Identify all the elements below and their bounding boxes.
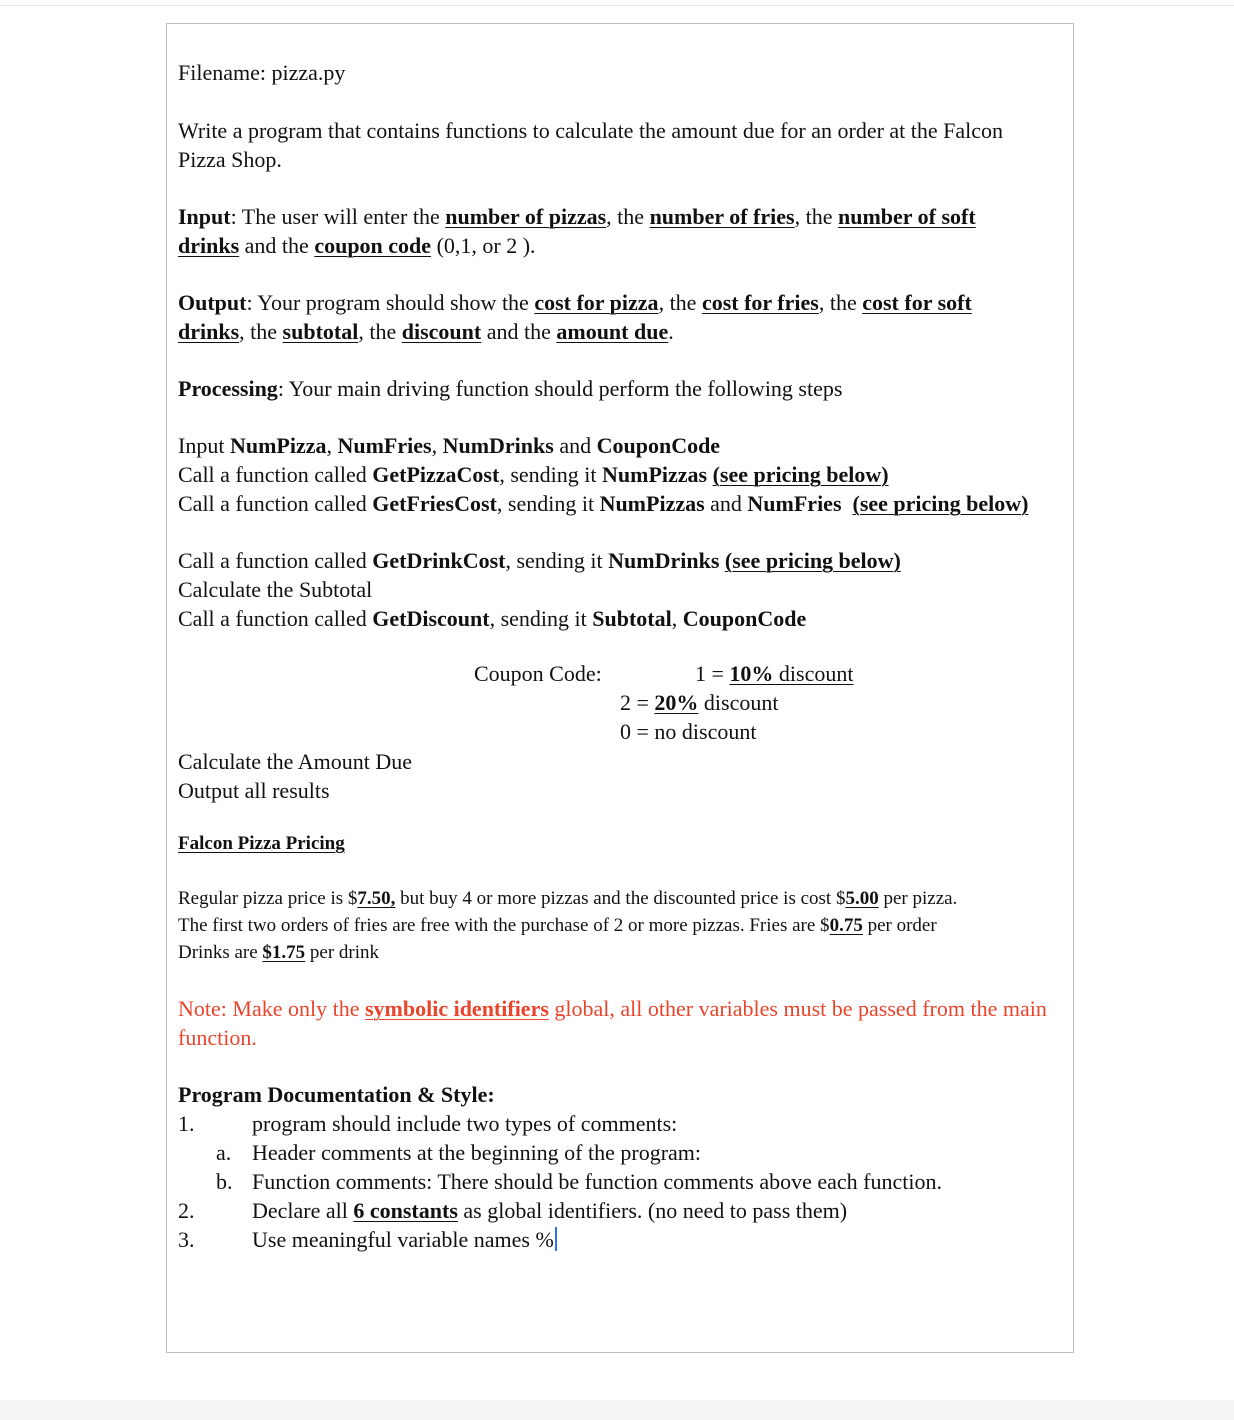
see-pricing-link: (see pricing below) <box>724 548 901 573</box>
symbolic-identifiers: symbolic identifiers <box>364 996 549 1021</box>
text: Call a function called <box>178 491 373 516</box>
text: Call a function called <box>178 606 373 631</box>
text: but buy 4 or more pizzas and the discounted price is cost $ <box>395 888 846 909</box>
var-numpizza: NumPizza <box>229 433 327 458</box>
discount-term: discount <box>401 319 482 344</box>
text: per order <box>862 915 937 936</box>
discounted-pizza-price: 5.00 <box>845 888 879 909</box>
text: : The user will enter the <box>230 204 446 229</box>
text: Input <box>178 433 230 458</box>
step-output-results: Output all results <box>178 778 330 803</box>
text: 1 = <box>695 661 730 686</box>
coupon-line-2 <box>620 688 853 717</box>
cost-for-soft-drinks: cost for soft drinks <box>178 290 972 344</box>
var-numpizzas: NumPizzas <box>599 491 705 516</box>
see-pricing-link: (see pricing below) <box>712 462 889 487</box>
text: Program Documentation & Style: <box>178 1082 495 1107</box>
var-couponcode: CouponCode <box>682 606 807 631</box>
text: and the <box>239 233 315 258</box>
step-calculate-subtotal: Calculate the Subtotal <box>178 577 373 602</box>
processing-paragraph <box>178 374 842 403</box>
func-getdiscount: GetDiscount <box>372 606 490 631</box>
pricing-details <box>178 885 957 966</box>
list-letter: a. <box>216 1140 232 1165</box>
step-calculate-amount-due: Calculate the Amount Due <box>178 749 412 774</box>
number-of-soft-drinks: number of soft drinks <box>178 204 976 258</box>
pizza-price-line <box>178 885 957 912</box>
text: (0,1, or 2 ). <box>431 233 536 258</box>
text: Drinks are <box>178 942 263 963</box>
text: , <box>326 433 338 458</box>
text: 2 = <box>620 690 655 715</box>
coupon-code-table <box>620 659 853 746</box>
step-get-discount <box>178 604 806 633</box>
text: , the <box>358 319 402 344</box>
var-numdrinks: NumDrinks <box>608 548 720 573</box>
text: , sending it <box>489 606 593 631</box>
var-subtotal: Subtotal <box>592 606 672 631</box>
step-input <box>178 431 720 460</box>
func-getpizzacost: GetPizzaCost <box>372 462 500 487</box>
six-constants: 6 constants <box>353 1198 458 1223</box>
coupon-2-percent: 20% <box>654 690 699 715</box>
text: , sending it <box>499 462 602 487</box>
text: program should include two types of comments: <box>252 1111 678 1136</box>
number-of-pizzas: number of pizzas <box>445 204 607 229</box>
doc-item-2 <box>178 1196 1058 1225</box>
text: global, all other variables must be passed from the main function. <box>178 996 1047 1050</box>
text-cursor <box>555 1227 557 1251</box>
text: as global identifiers. (no need to pass them) <box>457 1198 848 1223</box>
coupon-1-percent: 10% <box>729 661 774 686</box>
func-getfriescost: GetFriesCost <box>372 491 497 516</box>
pricing-title <box>178 832 345 856</box>
output-paragraph <box>178 288 1038 346</box>
text: Declare all <box>252 1198 354 1223</box>
doc-item-1 <box>178 1109 1058 1138</box>
number-of-fries: number of fries <box>649 204 795 229</box>
filename-line: Filename: pizza.py <box>178 60 346 85</box>
processing-label: Processing <box>178 376 278 401</box>
text: Regular pizza price is $ <box>178 888 358 909</box>
text: and <box>704 491 748 516</box>
drinks-price-line <box>178 939 957 966</box>
document-page <box>166 23 1074 1353</box>
drink-price: $1.75 <box>262 942 306 963</box>
text: : Your main driving function should perform the following steps <box>277 376 843 401</box>
list-letter: b. <box>216 1169 233 1194</box>
text: Header comments at the beginning of the program: <box>252 1140 702 1165</box>
var-couponcode: CouponCode <box>596 433 721 458</box>
input-label: Input <box>178 204 231 229</box>
text <box>252 1196 847 1225</box>
text <box>252 1225 557 1254</box>
var-numfries: NumFries <box>337 433 432 458</box>
text: Note: Make only the <box>178 996 365 1021</box>
text: and <box>553 433 597 458</box>
text: , the <box>794 204 838 229</box>
input-paragraph <box>178 202 1038 260</box>
text: The first two orders of fries are free with the purchase of 2 or more pizzas. Fries are $ <box>178 915 830 936</box>
documentation-title <box>178 1080 1058 1109</box>
text: Call a function called <box>178 462 373 487</box>
text: per drink <box>305 942 380 963</box>
subtotal-term: subtotal <box>282 319 359 344</box>
text: , the <box>606 204 650 229</box>
note-paragraph <box>178 994 1068 1052</box>
list-number: 2. <box>178 1198 195 1223</box>
text: , sending it <box>496 491 600 516</box>
text: : Your program should show the <box>246 290 535 315</box>
coupon-line-1 <box>620 659 853 688</box>
coupon-line-0: 0 = no discount <box>620 719 757 744</box>
see-pricing-link: (see pricing below) <box>852 491 1029 516</box>
func-getdrinkcost: GetDrinkCost <box>372 548 506 573</box>
text: , sending it <box>505 548 609 573</box>
text: , <box>671 606 683 631</box>
cost-for-pizza: cost for pizza <box>534 290 659 315</box>
doc-item-1a <box>178 1138 1058 1167</box>
coupon-code-term: coupon code <box>314 233 432 258</box>
doc-item-1b <box>178 1167 1058 1196</box>
regular-pizza-price: 7.50, <box>357 888 396 909</box>
text: Use meaningful variable names % <box>252 1227 554 1252</box>
text: Function comments: There should be function comments above each function. <box>252 1169 942 1194</box>
coupon-code-label: Coupon Code: <box>474 661 602 686</box>
text: and the <box>481 319 557 344</box>
text: Falcon Pizza Pricing <box>178 833 345 854</box>
text: discount <box>773 661 854 686</box>
documentation-section <box>178 1080 1058 1254</box>
var-numfries: NumFries <box>747 491 842 516</box>
text: , the <box>658 290 702 315</box>
var-numdrinks: NumDrinks <box>442 433 554 458</box>
text: . <box>668 319 674 344</box>
step-get-fries-cost <box>178 489 1058 518</box>
list-number: 1. <box>178 1111 195 1136</box>
text: discount <box>698 690 779 715</box>
cost-for-fries: cost for fries <box>701 290 819 315</box>
text: , the <box>818 290 863 315</box>
bottom-band <box>0 1400 1234 1420</box>
doc-item-3 <box>178 1225 1058 1254</box>
fries-price: 0.75 <box>829 915 863 936</box>
step-get-drink-cost <box>178 546 901 575</box>
text: Call a function called <box>178 548 373 573</box>
var-numpizzas: NumPizzas <box>602 462 708 487</box>
text: per pizza. <box>878 888 958 909</box>
amount-due-term: amount due <box>556 319 669 344</box>
top-divider <box>0 5 1234 6</box>
fries-price-line <box>178 912 957 939</box>
text: , <box>431 433 443 458</box>
list-number: 3. <box>178 1227 195 1252</box>
intro-paragraph: Write a program that contains functions to calculate the amount due for an order at the Falcon Pizza Shop. <box>178 118 1004 172</box>
step-get-pizza-cost <box>178 460 889 489</box>
output-label: Output <box>178 290 247 315</box>
text: , the <box>239 319 283 344</box>
